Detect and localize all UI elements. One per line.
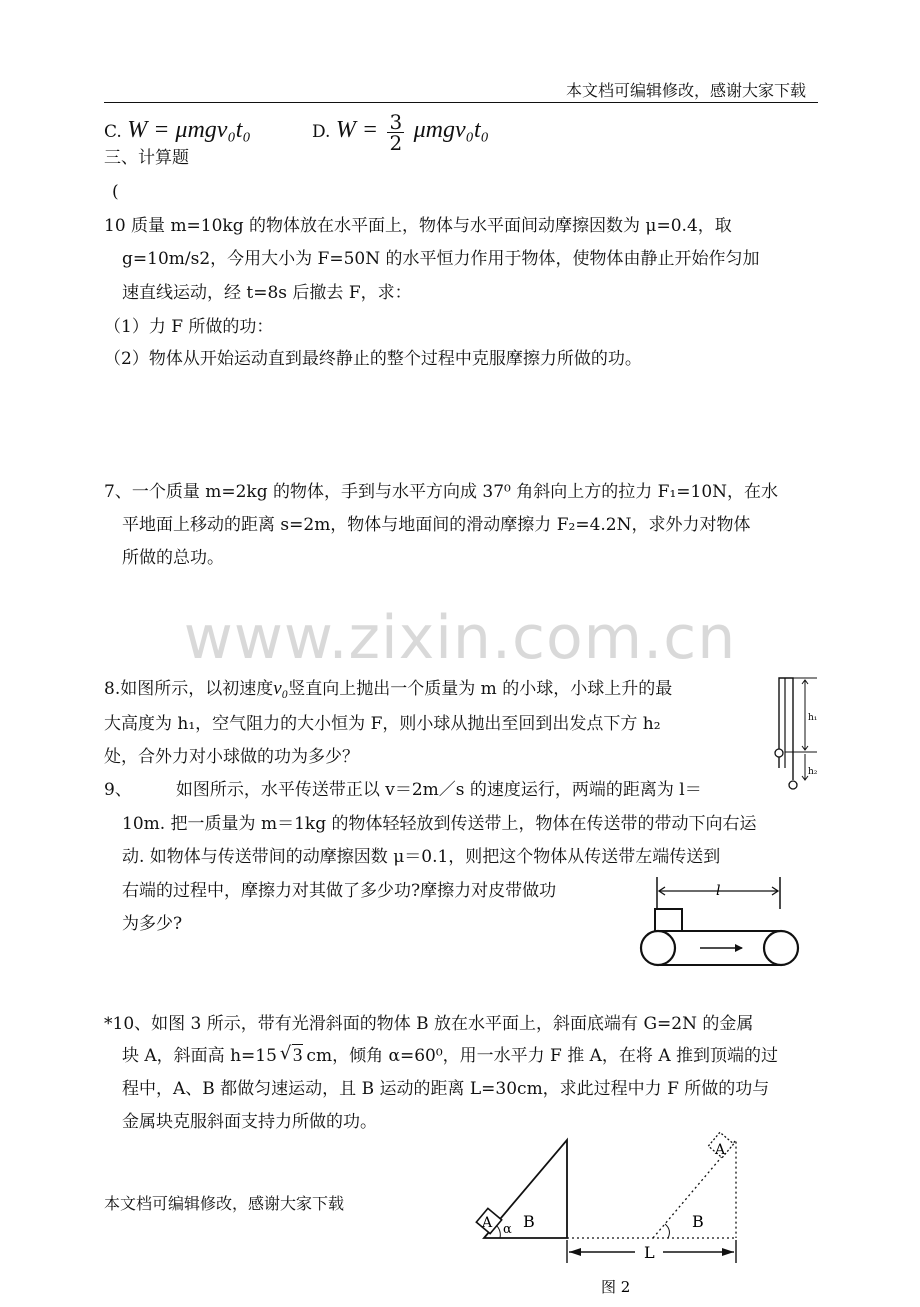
q9-line4: 右端的过程中，摩擦力对其做了多少功?摩擦力对皮带做功 <box>122 881 557 901</box>
ball-end <box>789 781 797 789</box>
q9-line2: 10m. 把一质量为 m＝1kg 的物体轻轻放到传送带上，物体在传送带的带动下向右运 <box>122 814 757 834</box>
q7-line2: 平地面上移动的距离 s=2m，物体与地面间的滑动摩擦力 F₂=4.2N，求外力对物体 <box>122 515 751 535</box>
q8-line3: 处，合外力对小球做的功为多少？ <box>104 747 359 767</box>
q10a-line3: 速直线运动，经 t=8s 后撤去 F，求： <box>122 283 412 303</box>
q9-line3: 动. 如物体与传送带间的动摩擦因数 μ＝0.1，则把这个物体从传送带左端传送到 <box>122 847 721 867</box>
option-d-fraction: $\frac{3}{2}$ <box>389 110 403 155</box>
label-a-left: A <box>482 1215 493 1231</box>
header-rule <box>104 102 818 103</box>
label-alpha: α <box>503 1222 512 1237</box>
fig-h1-label: h₁ <box>808 713 818 723</box>
watermark: www.zixin.com.cn <box>183 603 737 673</box>
q10a-part1: （1）力 F 所做的功： <box>104 317 274 337</box>
q10a-line2: g=10m/s2，今用大小为 F=50N 的水平恒力作用于物体，使物体由静止开始作匀加 <box>122 249 760 269</box>
figure-caption: 图 2 <box>601 1278 631 1296</box>
q9-line1: 9、 如图所示，水平传送带正以 v＝2m／s 的速度运行，两端的距离为 l＝ <box>104 780 702 800</box>
q7-line1: 7、一个质量 m=2kg 的物体，手到与水平方向成 37⁰ 角斜向上方的拉力 F₁=10N，在水 <box>104 482 779 502</box>
q8-line2: 大高度为 h₁，空气阻力的大小恒为 F，则小球从抛出至回到出发点下方 h₂ <box>104 714 661 734</box>
q10b-line4: 金属块克服斜面支持力所做的功。 <box>122 1112 377 1132</box>
fig-h2-label: h₂ <box>808 767 818 777</box>
ball-start <box>775 749 783 757</box>
stray-char: ( <box>112 182 119 202</box>
q10b-line3: 程中，A、B 都做匀速运动，且 B 运动的距离 L=30cm，求此过程中力 F 所做的功与 <box>122 1079 770 1099</box>
option-d: D. W = $\frac{3}{2}$ μmgv₀t₀ <box>312 110 489 155</box>
q10b-line2: 块 A，斜面高 h=15 √ 3 cm，倾角 α=60⁰，用一水平力 F 推 A，在将 A 推到顶端的过 <box>122 1043 779 1066</box>
q10a-line1: 10 质量 m=10kg 的物体放在水平面上，物体与水平面间动摩擦因数为 μ=0.4，取 <box>104 216 732 236</box>
belt-direction-arrow <box>735 944 743 952</box>
incline-figure <box>470 1130 750 1302</box>
label-a-right: A <box>715 1142 726 1158</box>
option-c: C. W = μmgv₀t₀ <box>104 117 251 143</box>
q8-line1: 8.如图所示，以初速度v₀竖直向上抛出一个质量为 m 的小球，小球上升的最 <box>104 678 673 699</box>
q8-figure <box>765 668 825 793</box>
label-b-left: B <box>523 1212 535 1231</box>
option-c-formula: W = μmgv₀t₀ <box>127 117 251 143</box>
conveyor-figure <box>636 873 804 971</box>
q9-line5: 为多少? <box>122 914 183 934</box>
q7-line3: 所做的总功。 <box>122 548 224 568</box>
label-b-right: B <box>692 1212 704 1231</box>
label-l: L <box>644 1243 655 1262</box>
left-roller <box>641 931 675 965</box>
q10a-part2: （2）物体从开始运动直到最终静止的整个过程中克服摩擦力所做的功。 <box>104 349 642 369</box>
footer-note: 本文档可编辑修改，感谢大家下载 <box>104 1194 345 1213</box>
fig-l-label: l <box>716 883 721 899</box>
q10b-line1: *10、如图 3 所示，带有光滑斜面的物体 B 放在水平面上，斜面底端有 G=2N 的金属 <box>104 1014 754 1034</box>
conveyor-block <box>655 909 682 931</box>
v0-symbol: v₀ <box>273 678 289 699</box>
right-roller <box>764 931 798 965</box>
header-note: 本文档可编辑修改，感谢大家下载 <box>566 81 807 100</box>
ball-path <box>779 678 793 780</box>
sqrt-expression: √ 3 <box>279 1043 303 1066</box>
section-title: 三、计算题 <box>104 148 189 168</box>
